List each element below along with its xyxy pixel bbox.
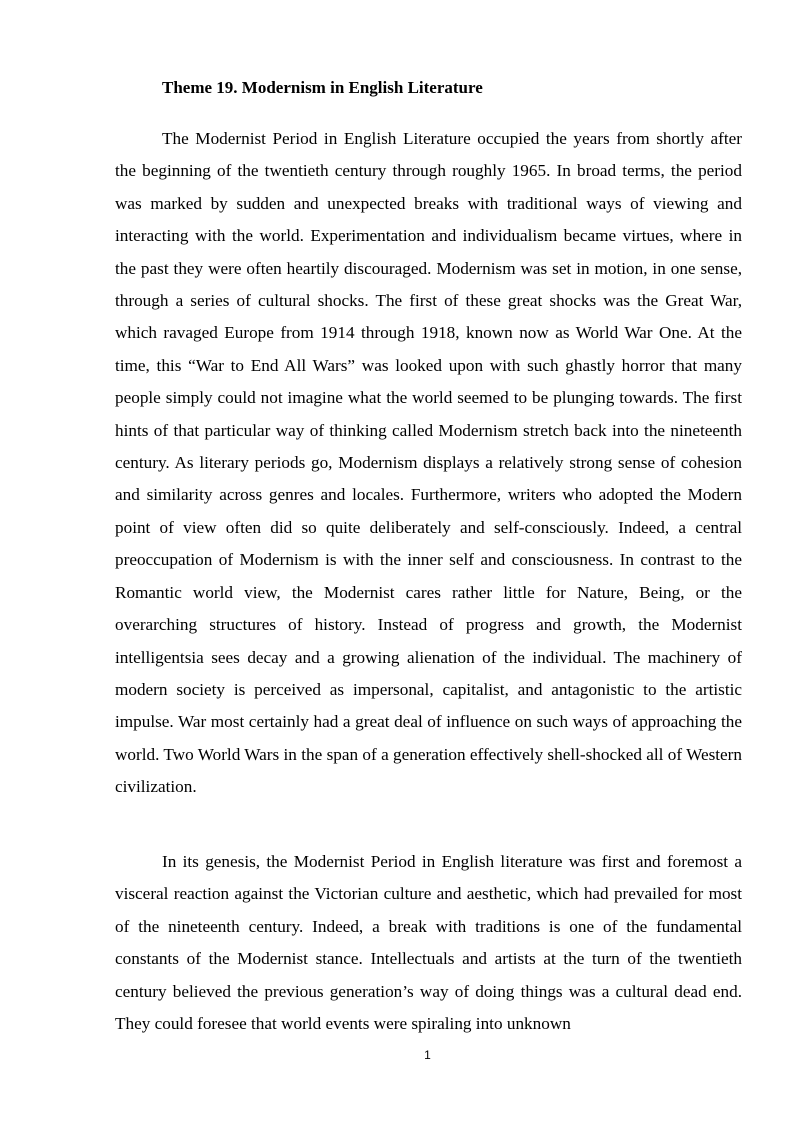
paragraph-2: In its genesis, the Modernist Period in English literature was first and foremost a visceral reaction against the Victorian culture and aesthetic, which had prevailed for most of the nineteenth century. Indeed, a break with traditions is one of the fundamental constants of the Modernist stance. Intellectuals and artists at the turn of the twentieth century believed the previous generation’s way of doing things was a cultural dead end. They could foresee that world events were spiraling into unknown [115,852,742,1034]
section-heading: Theme 19. Modernism in English Literature [162,78,483,97]
paragraph-1: The Modernist Period in English Literature occupied the years from shortly after the beginning of the twentieth century through roughly 1965. In broad terms, the period was marked by sudden and unexpected breaks with traditional ways of viewing and interacting with the world. Experimentation and individualism became virtues, where in the past they were often heartily discouraged. Modernism was set in motion, in one sense, through a series of cultural shocks. The first of these great shocks was the Great War, which ravaged Europe from 1914 through 1918, known now as World War One. At the time, this “War to End All Wars” was looked upon with such ghastly horror that many people simply could not imagine what the world seemed to be plunging towards. The first hints of that particular way of thinking called Modernism stretch back into the nineteenth century. As literary periods go, Modernism displays a relatively strong sense of cohesion and similarity across genres and locales. Furthermore, writers who adopted the Modern point of view often did so quite deliberately and self-consciously. Indeed, a central preoccupation of Modernism is with the inner self and consciousness. In contrast to the Romantic world view, the Modernist cares rather little for Nature, Being, or the overarching structures of history. Instead of progress and growth, the Modernist intelligentsia sees decay and a growing alienation of the individual. The machinery of modern society is perceived as impersonal, capitalist, and antagonistic to the artistic impulse. War most certainly had a great deal of influence on such ways of approaching the world. Two World Wars in the span of a generation effectively shell-shocked all of Western civilization. [115,129,742,797]
page-number: 1 [424,1048,431,1062]
